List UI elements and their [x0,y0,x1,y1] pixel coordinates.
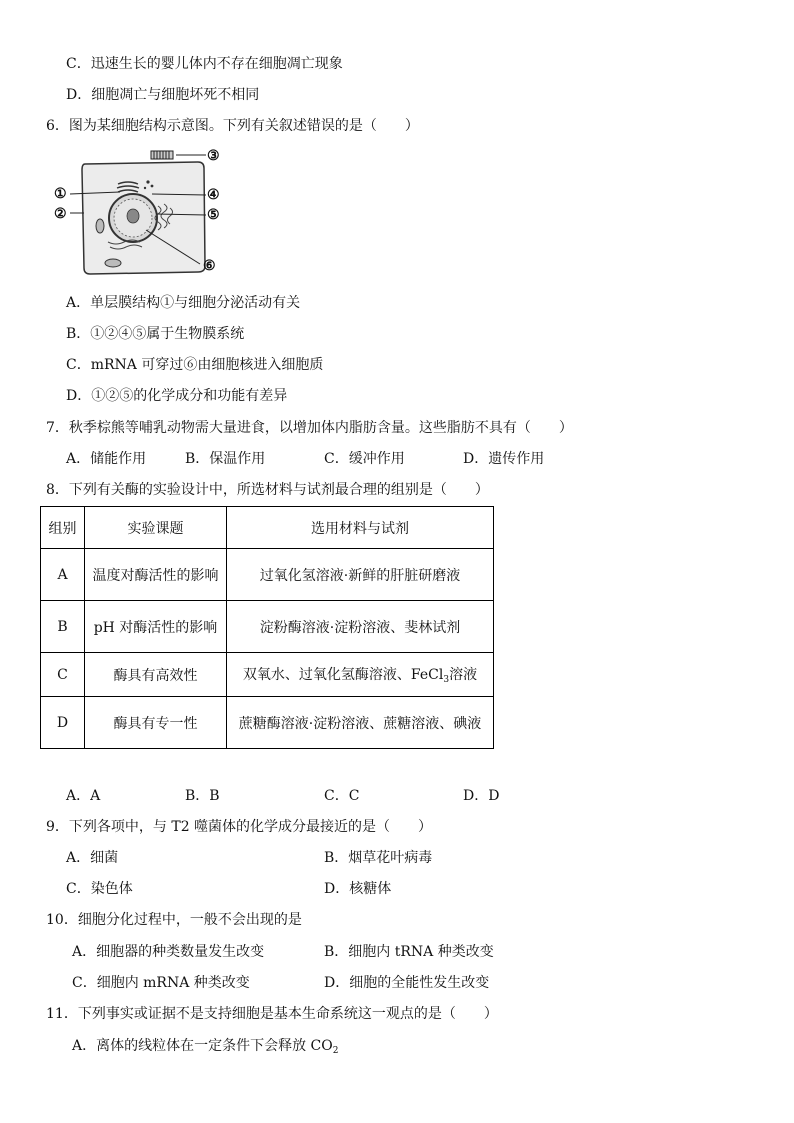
materials-text: 双氧水、过氧化氢酶溶液、FeCl [242,667,444,683]
row-group: C [41,653,85,697]
row-topic: 温度对酶活性的影响 [85,549,227,601]
q11-stem: 11．下列事实或证据不是支持细胞是基本生命系统这一观点的是（ ） [46,1006,498,1022]
row-group: B [41,601,85,653]
row-topic: 酶具有专一性 [85,697,227,749]
q10-stem: 10．细胞分化过程中，一般不会出现的是 [46,912,302,928]
q8-option-a: A．A [66,788,101,804]
materials-text: 溶液 [449,667,478,683]
q6-option-b: B．①②④⑤属于生物膜系统 [66,326,245,342]
diagram-label-2: ② [54,206,67,222]
q7-option-b: B．保温作用 [185,451,266,467]
table-row [41,653,494,697]
q8-option-c: C．C [324,788,360,804]
q9-stem: 9．下列各项中，与 T2 噬菌体的化学成分最接近的是（ ） [46,819,433,835]
diagram-label-5: ⑤ [207,207,220,223]
q6-option-c: C．mRNA 可穿过⑥由细胞核进入细胞质 [66,357,324,373]
q9-option-d: D．核糖体 [324,881,392,897]
diagram-label-3: ③ [207,148,220,164]
header-topic: 实验课题 [85,507,227,549]
nucleolus [127,209,139,223]
row-group: D [41,697,85,749]
enzyme-experiment-table [40,506,494,749]
diagram-label-1: ① [54,186,67,202]
table-header-row [41,507,494,549]
cilia-structure [151,151,173,159]
option-text: A．离体的线粒体在一定条件下会释放 CO [72,1038,333,1054]
table-row [41,549,494,601]
row-materials: 淀粉酶溶液·淀粉溶液、斐林试剂 [227,601,494,653]
q7-option-c: C．缓冲作用 [324,451,405,467]
row-materials [227,653,494,697]
row-materials: 过氧化氢溶液·新鲜的肝脏研磨液 [227,549,494,601]
q6-stem: 6．图为某细胞结构示意图。下列有关叙述错误的是（ ） [46,118,419,134]
q7-option-d: D．遗传作用 [463,451,545,467]
q10-option-b: B．细胞内 tRNA 种类改变 [324,944,494,960]
q8-option-b: B．B [185,788,220,804]
q8-option-d: D．D [463,788,500,804]
table-row [41,601,494,653]
q9-option-a: A．细菌 [66,850,119,866]
q8-stem: 8．下列有关酶的实验设计中，所选材料与试剂最合理的组别是（ ） [46,482,489,498]
header-materials: 选用材料与试剂 [227,507,494,549]
q10-option-d: D．细胞的全能性发生改变 [324,975,490,991]
diagram-label-4: ④ [207,187,220,203]
q7-option-a: A．储能作用 [66,451,147,467]
q9-option-b: B．烟草花叶病毒 [324,850,433,866]
diagram-label-6: ⑥ [203,258,216,274]
q7-stem: 7．秋季棕熊等哺乳动物需大量进食，以增加体内脂肪含量。这些脂肪不具有（ ） [46,420,573,436]
q11-option-a [72,1036,338,1061]
row-topic: 酶具有高效性 [85,653,227,697]
header-group: 组别 [41,507,85,549]
q6-option-a: A．单层膜结构①与细胞分泌活动有关 [66,295,301,311]
cell-structure-diagram [48,146,228,278]
q5-option-c: C．迅速生长的婴儿体内不存在细胞凋亡现象 [66,56,343,72]
row-materials: 蔗糖酶溶液·淀粉溶液、蔗糖溶液、碘液 [227,697,494,749]
q10-option-c: C．细胞内 mRNA 种类改变 [72,975,250,991]
table-row [41,697,494,749]
row-topic: pH 对酶活性的影响 [85,601,227,653]
q6-option-d: D．①②⑤的化学成分和功能有差异 [66,388,288,404]
subscript: 3 [443,675,450,685]
q5-option-d: D．细胞凋亡与细胞坏死不相同 [66,87,260,103]
mitochondrion [105,259,121,267]
subscript: 2 [332,1046,339,1056]
q9-option-c: C．染色体 [66,881,133,897]
q10-option-a: A．细胞器的种类数量发生改变 [72,944,265,960]
row-group: A [41,549,85,601]
